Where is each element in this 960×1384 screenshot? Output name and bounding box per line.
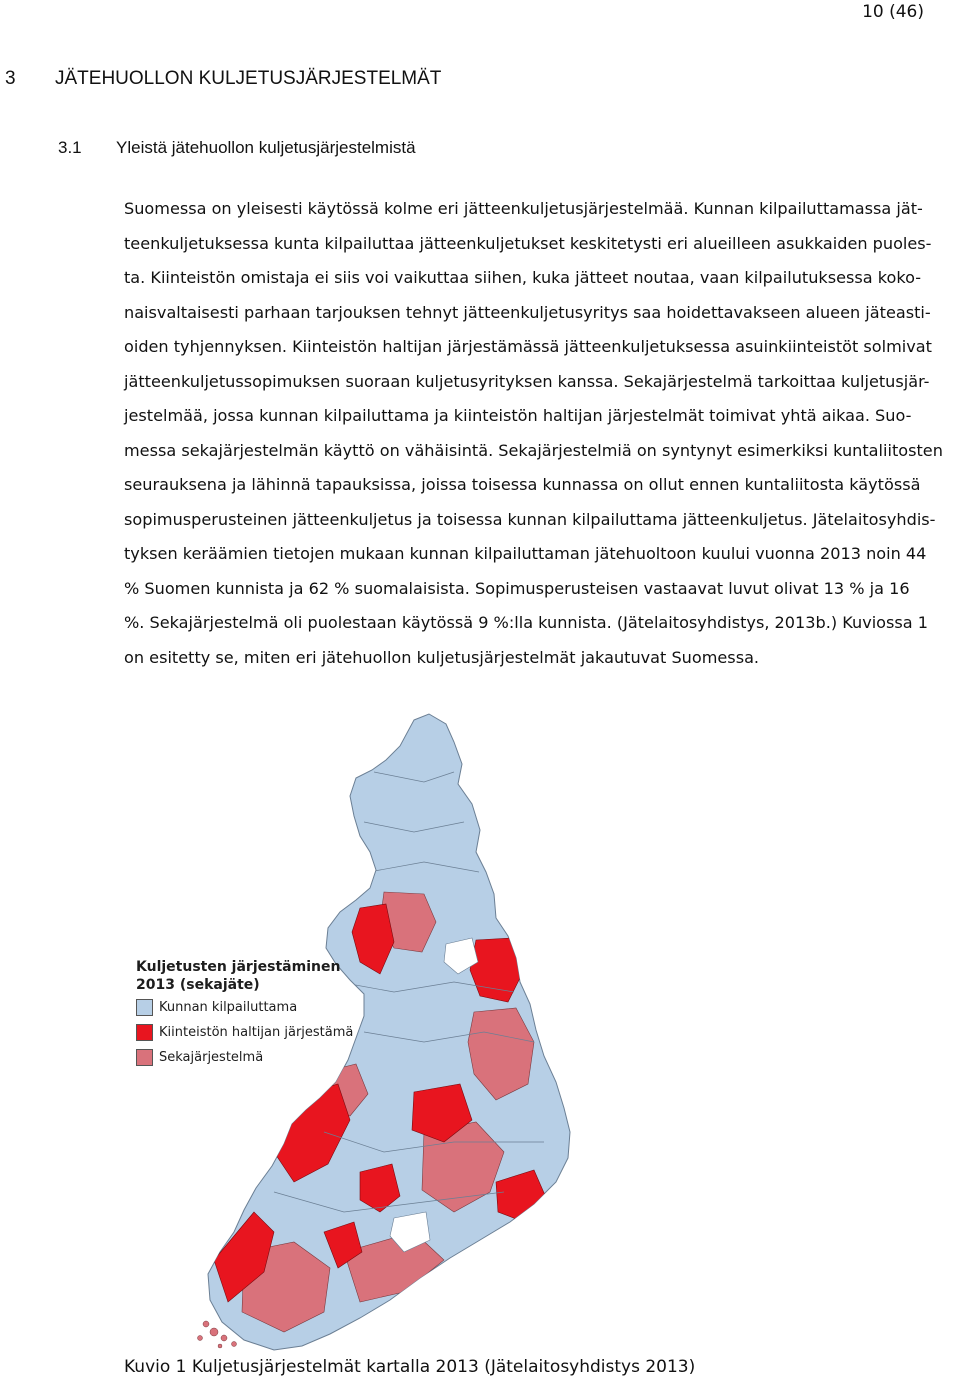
paragraph-line: naisvaltaisesti parhaan tarjouksen tehnyt jätteenkuljetusyritys saa hoidettavakseen alueen jäteasti- <box>124 302 931 322</box>
paragraph-line: oiden tyhjennyksen. Kiinteistön haltijan järjestämässä jätteenkuljetuksessa asuinkiinteistöt solmivat <box>124 337 932 356</box>
paragraph-line: seurauksena ja lähinnä tapauksissa, joissa toisessa kunnassa on ollut ennen kuntaliitosta käytössä <box>124 475 921 494</box>
paragraph-line: jätteenkuljetussopimuksen suoraan kuljetusyrityksen kanssa. Sekajärjestelmä tarkoittaa kuljetusjär- <box>124 371 930 391</box>
paragraph-line: jestelmää, jossa kunnan kilpailuttama ja kiinteistön haltijan järjestelmät toimivat yhtä aikaa. Suo- <box>124 406 912 425</box>
heading-title: JÄTEHUOLLON KULJETUSJÄRJESTELMÄT <box>55 68 442 89</box>
body-paragraph <box>124 192 960 675</box>
paragraph-line: tyksen keräämien tietojen mukaan kunnan kilpailuttaman jätehuoltoon kuului vuonna 2013 noin 44 <box>124 544 927 563</box>
paragraph-line: % Suomen kunnista ja 62 % suomalaisista. Sopimusperusteisen vastaavat luvut olivat 13 % ja 16 <box>124 578 910 598</box>
legend-swatch <box>136 1049 153 1066</box>
paragraph-line: sopimusperusteinen jätteenkuljetus ja toisessa kunnan kilpailuttama jätteenkuljetus. Jätelaitosyhdis- <box>124 509 936 529</box>
legend-item <box>136 1046 353 1069</box>
subheading-title: Yleistä jätehuollon kuljetusjärjestelmistä <box>116 138 416 157</box>
map-figure <box>124 712 960 1352</box>
page-number: 10 (46) <box>862 2 924 22</box>
heading-level-1 <box>5 68 441 90</box>
paragraph-line: on esitetty se, miten eri jätehuollon kuljetusjärjestelmät jakautuvat Suomessa. <box>124 647 760 667</box>
legend-swatch <box>136 999 153 1016</box>
legend-title: Kuljetusten järjestäminen <box>136 959 341 975</box>
paragraph-line: Suomessa on yleisesti käytössä kolme eri jätteenkuljetusjärjestelmää. Kunnan kilpailuttamassa jät- <box>124 199 923 218</box>
legend-label: Sekajärjestelmä <box>159 1050 264 1065</box>
map-legend <box>136 958 353 1069</box>
paragraph-line: %. Sekajärjestelmä oli puolestaan käytössä 9 %:lla kunnista. (Jätelaitosyhdistys, 2013b.) Kuviossa 1 <box>124 613 929 632</box>
heading-number: 3 <box>5 68 16 89</box>
paragraph-line: ta. Kiinteistön omistaja ei siis voi vaikuttaa siihen, kuka jätteet noutaa, vaan kilpailutuksessa koko- <box>124 268 922 287</box>
legend-swatch <box>136 1024 153 1041</box>
legend-item <box>136 1021 353 1044</box>
legend-label: Kunnan kilpailuttama <box>159 1000 298 1015</box>
figure-caption: Kuvio 1 Kuljetusjärjestelmät kartalla 2013 (Jätelaitosyhdistys 2013) <box>124 1357 696 1377</box>
paragraph-line: teenkuljetuksessa kunta kilpailuttaa jätteenkuljetukset keskitetysti eri alueilleen asukkaiden puoles- <box>124 233 932 253</box>
legend-label: Kiinteistön haltijan järjestämä <box>159 1025 354 1040</box>
subheading-number: 3.1 <box>58 138 82 157</box>
legend-subtitle: 2013 (sekajäte) <box>136 977 260 993</box>
heading-level-2 <box>58 138 416 158</box>
paragraph-line: messa sekajärjestelmän käyttö on vähäisintä. Sekajärjestelmiä on syntynyt esimerkiksi kuntaliitosten <box>124 440 943 460</box>
legend-item <box>136 996 353 1019</box>
